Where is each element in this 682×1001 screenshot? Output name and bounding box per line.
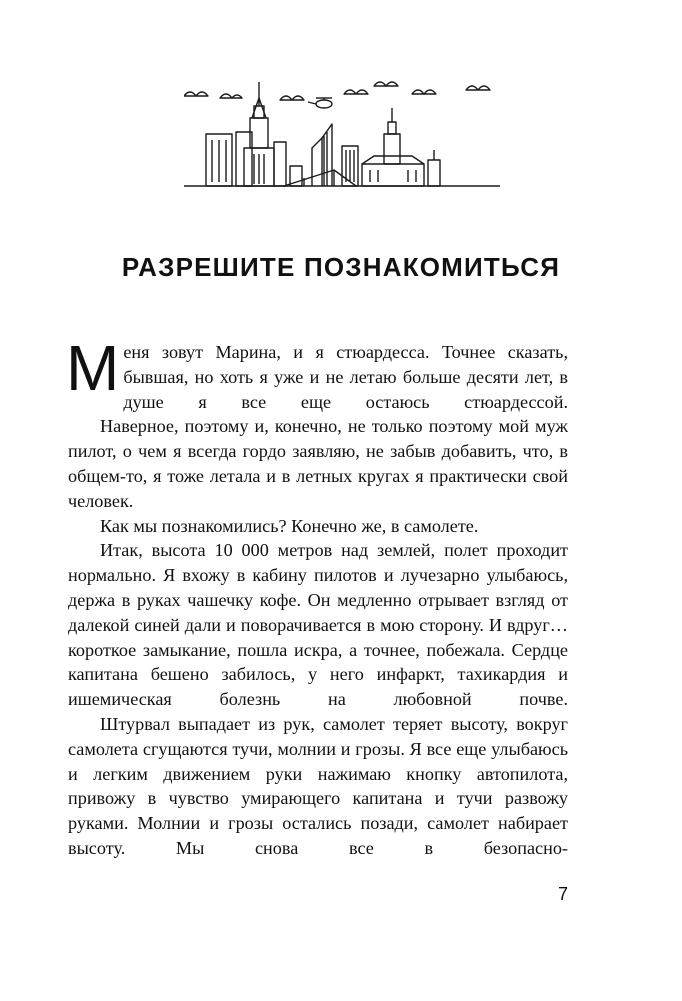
paragraph-1: [66, 332, 568, 414]
body-text: [66, 332, 568, 861]
paragraph-3: Как мы познакомились? Конечно же, в самолете.: [100, 515, 479, 536]
drop-cap: М: [66, 332, 120, 404]
city-skyline-illustration: [184, 78, 500, 190]
chapter-title: РАЗРЕШИТЕ ПОЗНАКОМИТЬСЯ: [121, 252, 561, 282]
page-number: 7: [557, 884, 568, 904]
paragraph-1-text: еня зовут Марина, и я стюардесса. Точнее сказать, бывшая, но хоть я уже и не летаю больше десяти лет, в душе я все еще остаюсь стюардессой.: [123, 342, 568, 412]
paragraph-2: Наверное, поэтому и, конечно, не только поэтому мой муж пилот, о чем я всегда гордо заявляю, не забыв добавить, что, в общем-то, я тоже летала и в летных кругах я практически свой человек.: [68, 416, 568, 511]
paragraph-4: Итак, высота 10 000 метров над землей, полет проходит нормально. Я вхожу в кабину пилотов и лучезарно улыбаюсь, держа в руках чашечку кофе. Он медленно отрывает взгляд от далекой синей дали и поворачивается в мою сторону. И вдруг… короткое замыкание, пошла искра, а точнее, побежала. Сердце капитана бешено забилось, у него инфаркт, тахикардия и ишемическая болезнь на любовной почве.: [68, 540, 568, 710]
paragraph-5: Штурвал выпадает из рук, самолет теряет высоту, вокруг самолета сгущаются тучи, молнии и грозы. Я все еще улыбаюсь и легким движением руки нажимаю кнопку автопилота, привожу в чувство умирающего капитана и тучи развожу руками. Молнии и грозы остались позади, самолет набирает высоту. Мы снова все в безопасно-: [68, 713, 568, 858]
